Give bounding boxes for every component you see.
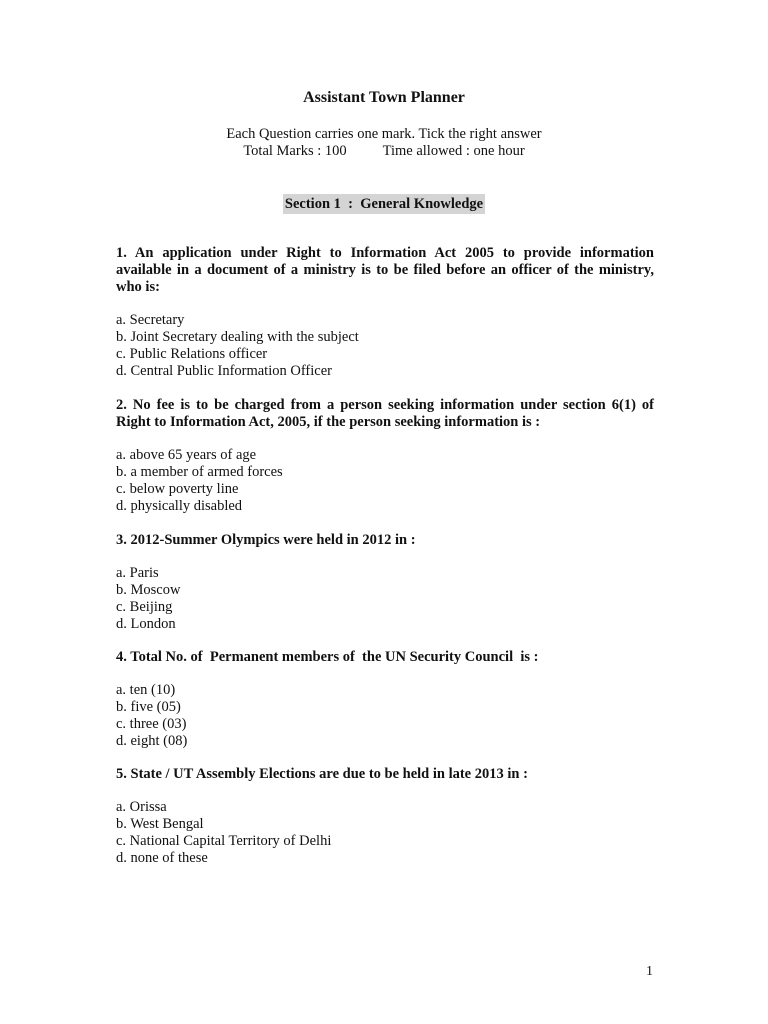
question-1-options [116,312,656,380]
total-marks: Total Marks : 100 [243,143,347,159]
time-allowed: Time allowed : one hour [382,143,525,159]
option-5d[interactable]: d. none of these [116,850,208,866]
question-2-options [116,447,656,515]
option-2d[interactable]: d. physically disabled [116,498,243,514]
option-1c[interactable]: c. Public Relations officer [116,346,268,362]
option-2a[interactable]: a. above 65 years of age [116,447,257,463]
question-4-options [116,682,656,750]
exam-meta [0,143,768,160]
question-5-text: 5. State / UT Assembly Elections are due to be held in late 2013 in : [116,766,528,782]
option-1a[interactable]: a. Secretary [116,312,185,328]
option-5c[interactable]: c. National Capital Territory of Delhi [116,833,332,849]
question-4-text: 4. Total No. of Permanent members of the UN Security Council is : [116,649,539,665]
option-1b[interactable]: b. Joint Secretary dealing with the subject [116,329,359,345]
option-3a[interactable]: a. Paris [116,565,159,581]
instruction-text: Each Question carries one mark. Tick the right answer [226,126,542,142]
option-5a[interactable]: a. Orissa [116,799,167,815]
question-3-options [116,565,656,633]
option-3c[interactable]: c. Beijing [116,599,173,615]
option-4d[interactable]: d. eight (08) [116,733,188,749]
option-4a[interactable]: a. ten (10) [116,682,176,698]
option-3b[interactable]: b. Moscow [116,582,181,598]
question-1-text: 1. An application under Right to Information Act 2005 to provide information available in a document of a ministry is to be filed before an officer of the ministry, who is: [116,245,654,295]
option-4b[interactable]: b. five (05) [116,699,181,715]
question-3-text: 3. 2012-Summer Olympics were held in 2012 in : [116,532,416,548]
option-1d[interactable]: d. Central Public Information Officer [116,363,332,379]
section-label: Section 1 : General Knowledge [284,196,484,212]
option-2c[interactable]: c. below poverty line [116,481,239,497]
section-heading [0,194,768,214]
question-2-text: 2. No fee is to be charged from a person seeking information under section 6(1) of Right to Information Act, 2005, if the person seeking information is : [116,397,654,430]
option-3d[interactable]: d. London [116,616,176,632]
page-number: 1 [646,964,653,979]
question-5-options [116,799,656,867]
page-title: Assistant Town Planner [303,89,465,106]
option-5b[interactable]: b. West Bengal [116,816,204,832]
option-4c[interactable]: c. three (03) [116,716,187,732]
option-2b[interactable]: b. a member of armed forces [116,464,283,480]
